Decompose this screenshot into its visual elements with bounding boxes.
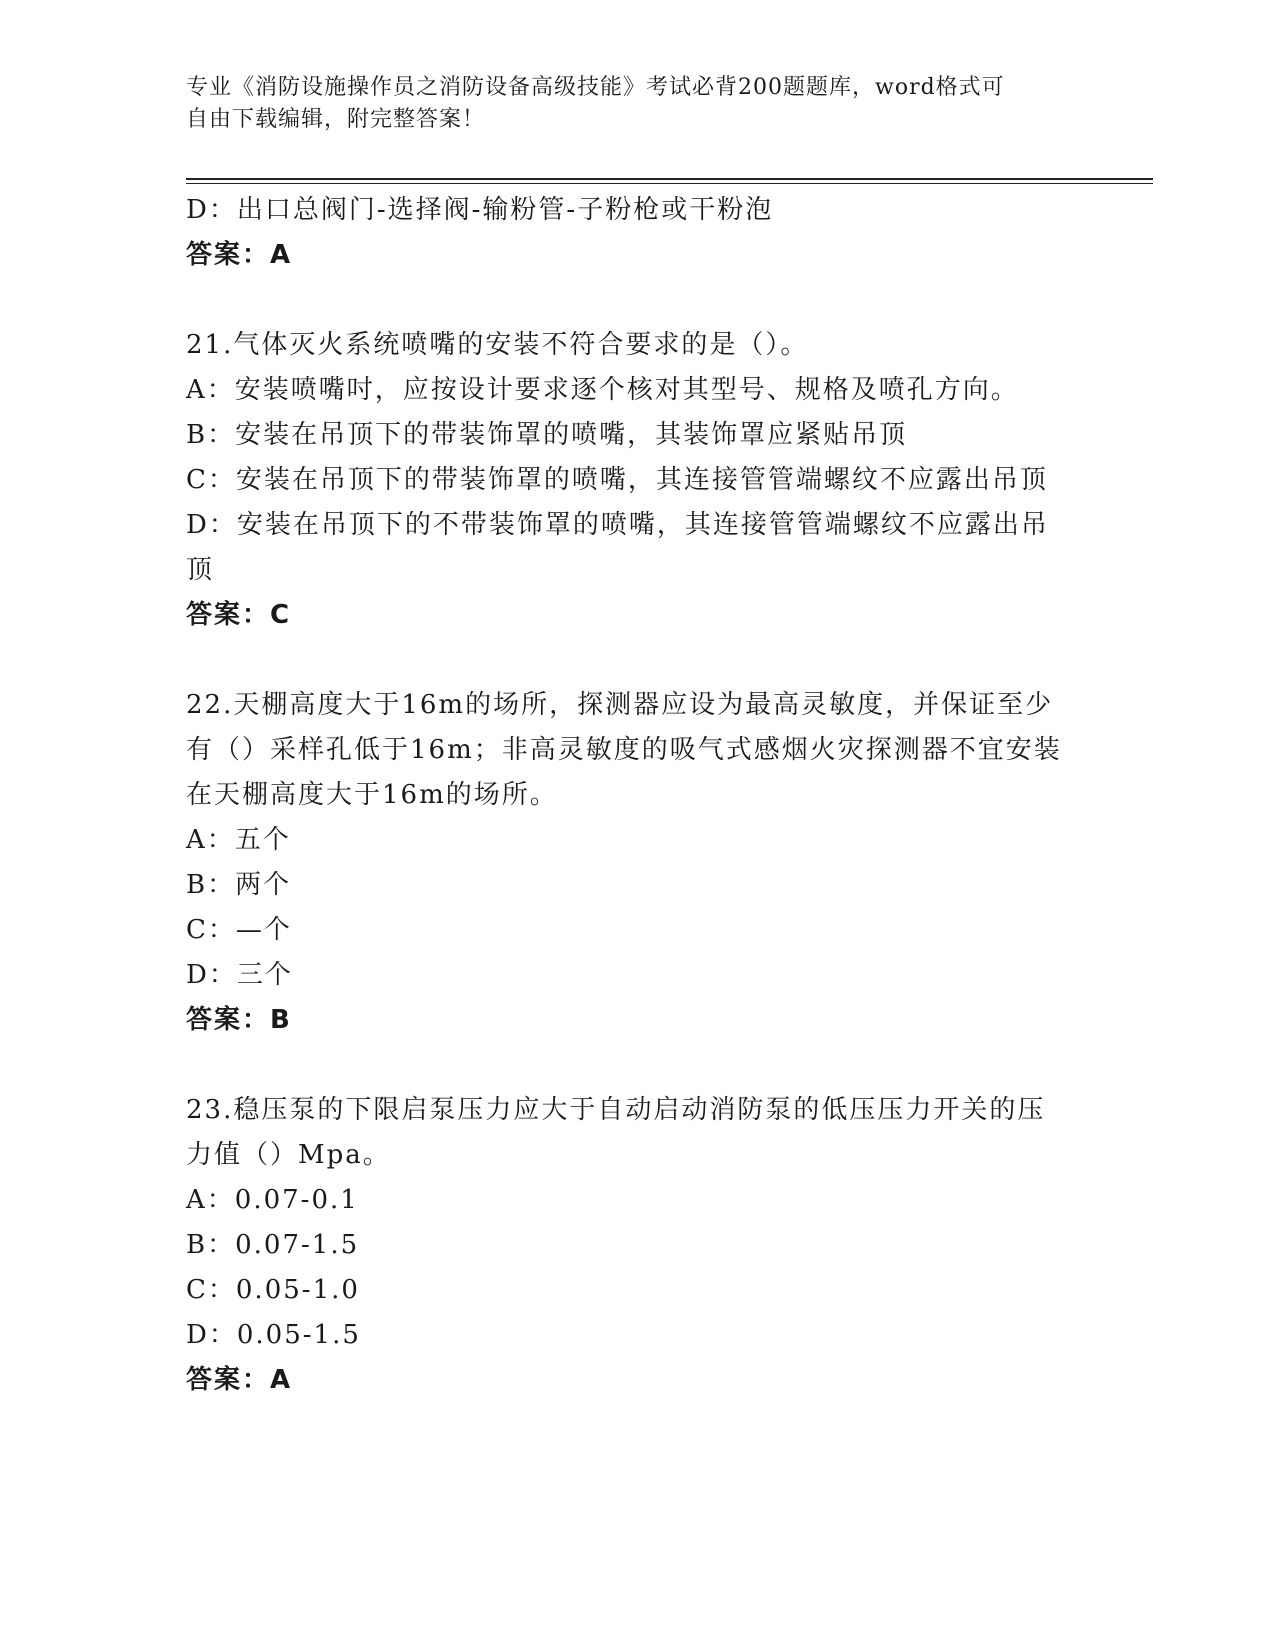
question-content bbox=[186, 188, 1086, 1403]
spacer bbox=[186, 1043, 1086, 1088]
spacer bbox=[186, 638, 1086, 683]
question-21-option-d-line-1: D：安装在吊顶下的不带装饰罩的喷嘴，其连接管管端螺纹不应露出吊 bbox=[186, 510, 1049, 540]
question-21 bbox=[186, 323, 1086, 638]
question-21-option-b: B：安装在吊顶下的带装饰罩的喷嘴，其装饰罩应紧贴吊顶 bbox=[186, 420, 908, 450]
question-21-option-d-line-2: 顶 bbox=[186, 555, 215, 585]
question-22-option-d: D：三个 bbox=[186, 960, 293, 990]
document-header bbox=[186, 72, 1066, 136]
question-22-answer: 答案：B bbox=[186, 1005, 292, 1035]
question-22-option-c: C：—个 bbox=[186, 915, 292, 945]
header-line-1: 专业《消防设施操作员之消防设备高级技能》考试必背200题题库，word格式可 bbox=[186, 75, 1005, 100]
question-21-option-a: A：安装喷嘴吋，应按设计要求逐个核对其型号、规格及喷孔方向。 bbox=[186, 375, 1019, 405]
header-divider-thin bbox=[186, 183, 1153, 184]
question-21-stem: 21.气体灭火系统喷嘴的安装不符合要求的是（）。 bbox=[186, 330, 809, 360]
question-23-stem-line-1: 23.稳压泵的下限启泵压力应大于自动启动消防泵的低压压力开关的压 bbox=[186, 1095, 1046, 1125]
question-21-answer: 答案：C bbox=[186, 600, 292, 630]
question-22-stem-line-2: 有（）采样孔低于16m；非高灵敏度的吸气式感烟火灾探测器不宜安装 bbox=[186, 735, 1062, 765]
spacer bbox=[186, 278, 1086, 323]
question-23-option-a: A：0.07-0.1 bbox=[186, 1185, 359, 1215]
question-23-option-d: D：0.05-1.5 bbox=[186, 1320, 361, 1350]
question-23 bbox=[186, 1088, 1086, 1403]
question-23-answer: 答案：A bbox=[186, 1365, 293, 1395]
prev-option-d: D：出口总阀门-选择阀-输粉管-子粉枪或干粉泡 bbox=[186, 195, 774, 225]
header-line-2: 自由下载编辑，附完整答案！ bbox=[186, 107, 486, 132]
question-22 bbox=[186, 683, 1086, 1043]
question-22-option-b: B：两个 bbox=[186, 870, 292, 900]
header-divider-thick bbox=[186, 178, 1153, 180]
question-23-stem-line-2: 力值（）Mpa。 bbox=[186, 1140, 391, 1170]
question-22-stem-line-3: 在天棚高度大于16m的场所。 bbox=[186, 780, 558, 810]
question-23-option-c: C：0.05-1.0 bbox=[186, 1275, 360, 1305]
question-22-option-a: A：五个 bbox=[186, 825, 291, 855]
question-21-option-c: C：安装在吊顶下的带装饰罩的喷嘴，其连接管管端螺纹不应露出吊顶 bbox=[186, 465, 1048, 495]
question-22-stem-line-1: 22.天棚高度大于16m的场所，探测器应设为最高灵敏度，并保证至少 bbox=[186, 690, 1054, 720]
question-23-option-b: B：0.07-1.5 bbox=[186, 1230, 360, 1260]
prev-answer: 答案：A bbox=[186, 240, 293, 270]
